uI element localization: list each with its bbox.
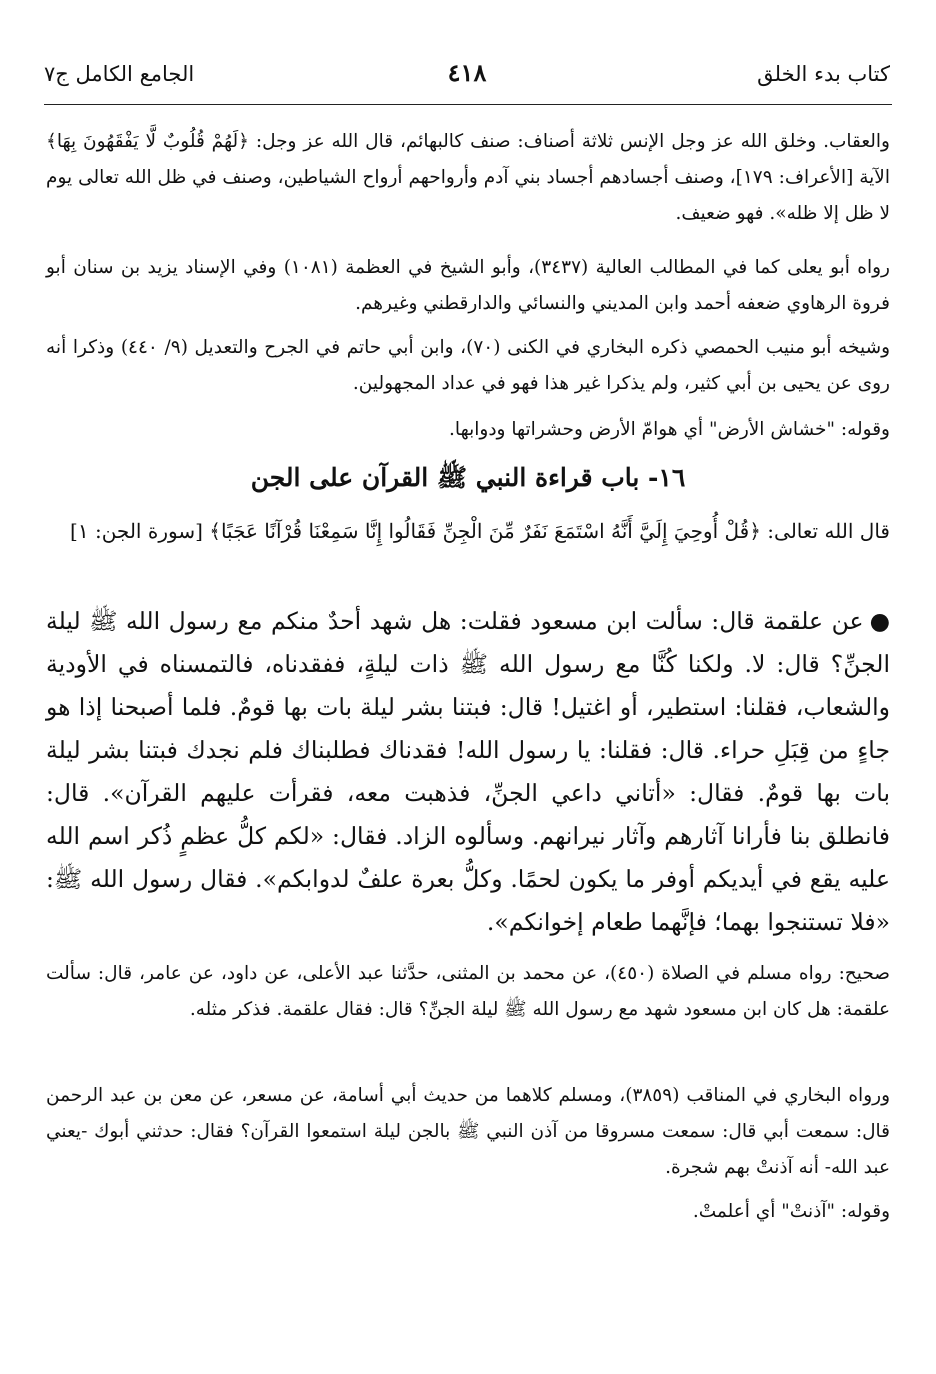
footnote-paragraph-1 [46,124,890,232]
bullet-icon: ● [869,607,890,635]
chapter-heading: ١٦- باب قراءة النبي ﷺ القرآن على الجن [250,463,686,492]
paragraph-text: وقوله: "خشاش الأرض" أي هوامّ الأرض وحشراتها ودوابها. [449,419,890,440]
paragraph-text: وشيخه أبو منيب الحمصي ذكره البخاري في الكنى (٧٠)، وابن أبي حاتم في الجرح والتعديل (٩/ ٤٤٠) وذكرا أنه روى عن يحيى بن أبي كثير، ولم يذكرا غير هذا فهو في عداد المجهولين. [46,337,891,394]
takhrij-note-3 [46,1194,890,1230]
takhrij-note-1 [46,956,890,1028]
header-divider [44,104,892,105]
hadith-text: عن علقمة قال: سألت ابن مسعود فقلت: هل شهد أحدٌ منكم مع رسول الله ﷺ ليلة الجنِّ؟ قال: لا. ولكنا كُنَّا مع رسول الله ﷺ ذات ليلةٍ، ففقدناه، فالتمسناه في الأودية والشعاب، فقلنا: استطير، أو اغتيل! قال: فبتنا بشر ليلة بات بها قومٌ. فلما أصبحنا إذا هو جاءٍ من قِبَلِ حراء. قال: فقلنا: يا رسول الله! فقدناك فطلبناك فلم نجدك فبتنا بشر ليلة بات بها قومٌ. فقال: «أتاني داعي الجنِّ، فذهبت معه، فقرأت عليهم القرآن». قال: فانطلق بنا فأرانا آثارهم وآثار نيرانهم. وسألوه الزاد. فقال: «لكم كلُّ عظمٍ ذُكر اسم الله عليه يقع في أيديكم أوفر ما يكون لحمًا. وكلُّ بعرة علفٌ لدوابكم». فقال رسول الله ﷺ: «فلا تستنجوا بهما؛ فإنَّهما طعام إخوانكم». [46,607,890,936]
paragraph-text: وقوله: "آذنتْ" أي أعلمتْ. [692,1201,890,1222]
footnote-paragraph-4 [46,412,890,448]
footnote-paragraph-3 [46,330,890,402]
page-header [44,58,890,98]
header-volume-title: الجامع الكامل ج٧ [44,62,195,86]
verse-text: قال الله تعالى: ﴿قُلْ أُوحِيَ إِلَيَّ أَنَّهُ اسْتَمَعَ نَفَرٌ مِّنَ الْجِنِّ فَقَالُوا إِنَّا سَمِعْنَا قُرْآنًا عَجَبًا﴾ [سورة الجن: ١] [70,519,890,543]
paragraph-text: والعقاب. وخلق الله عز وجل الإنس ثلاثة أصناف: صنف كالبهائم، قال الله عز وجل: ﴿لَهُمْ قُلُوبٌ لَّا يَفْقَهُونَ بِهَا﴾ الآية [الأعراف: ١٧٩]، وصنف أجسادهم أجساد بني آدم وأرواحهم أرواح الشياطين، وصنف في ظل الله تعالى يوم لا ظل إلا ظله». فهو ضعيف. [46,131,890,224]
hadith-paragraph [46,600,890,944]
header-book-title: كتاب بدء الخلق [757,62,890,86]
takhrij-note-2 [46,1078,890,1186]
paragraph-text: ورواه البخاري في المناقب (٣٨٥٩)، ومسلم كلاهما من حديث أبي أسامة، عن مسعر، عن معن بن عبد الرحمن قال: سمعت أبي قال: سمعت مسروقا من آذن النبي ﷺ بالجن ليلة استمعوا القرآن؟ فقال: حدثني أبوك -يعني عبد الله- أنه آذنتْ بهم شجرة. [46,1085,890,1178]
paragraph-text: رواه أبو يعلى كما في المطالب العالية (٣٤٣٧)، وأبو الشيخ في العظمة (١٠٨١) وفي الإسناد يزيد بن سنان أبو فروة الرهاوي ضعفه أحمد وابن المديني والنسائي والدارقطني وغيرهم. [46,257,890,314]
footnote-paragraph-2 [46,250,890,322]
hadith-main-text [46,600,890,944]
quran-verse-intro [46,512,890,550]
paragraph-text: صحيح: رواه مسلم في الصلاة (٤٥٠)، عن محمد بن المثنى، حدَّثنا عبد الأعلى، عن داود، عن عامر، قال: سألت علقمة: هل كان ابن مسعود شهد مع رسول الله ﷺ ليلة الجنِّ؟ قال: فقال علقمة. فذكر مثله. [46,963,890,1020]
page-number: ٤١٨ [447,58,487,87]
